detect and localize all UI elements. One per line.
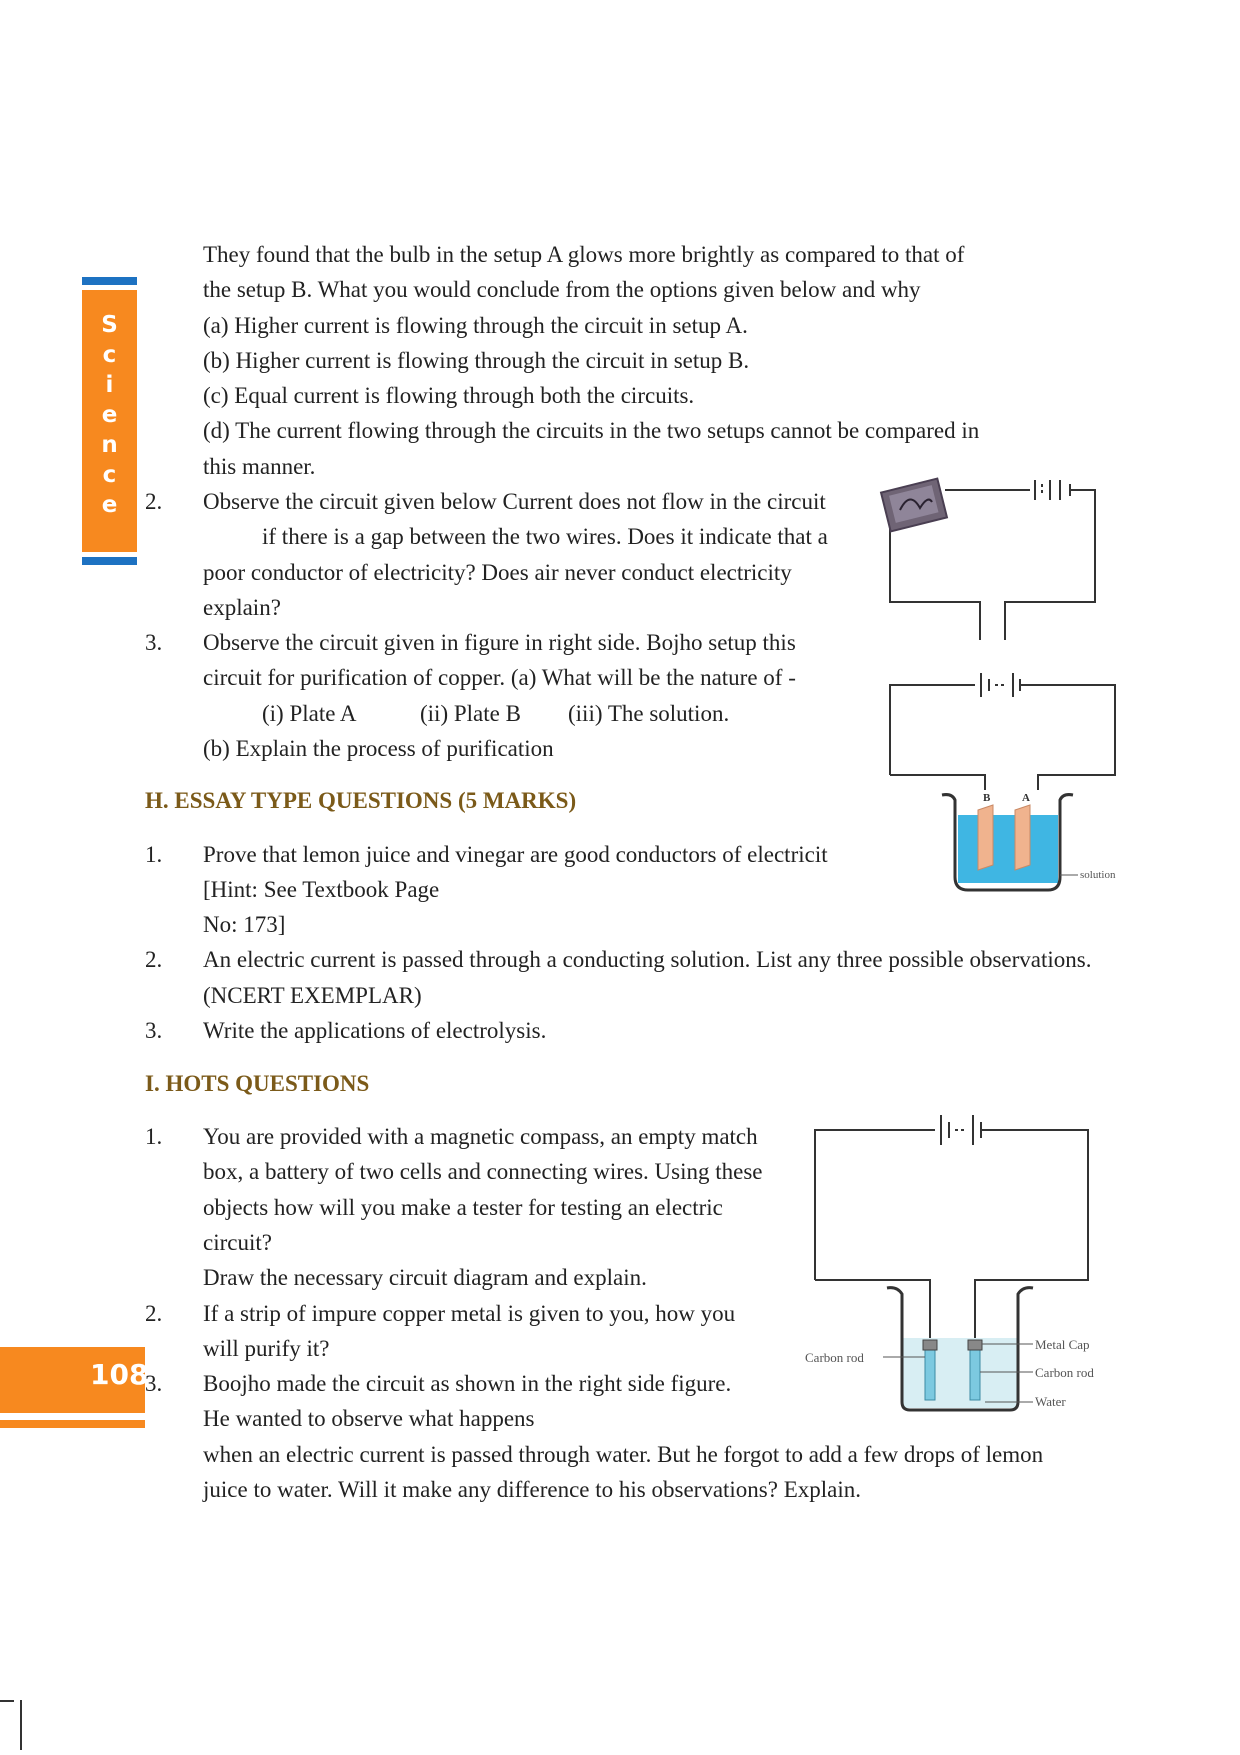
question-text: (b) Explain the process of purification — [203, 736, 554, 761]
plate-b-label: B — [983, 792, 991, 804]
question-text: He wanted to observe what happens — [203, 1406, 535, 1431]
question-text: poor conductor of electricity? Does air never conduct electricity — [203, 560, 792, 585]
section-heading: I. HOTS QUESTIONS — [145, 1071, 370, 1096]
purification-figure — [880, 665, 1125, 905]
beaker-icon — [942, 795, 1078, 890]
sub-item: (i) Plate A — [262, 701, 357, 726]
question-text: will purify it? — [203, 1336, 330, 1361]
solution-label: solution — [1080, 869, 1116, 881]
side-letter: c — [102, 342, 117, 368]
question-text: explain? — [203, 595, 281, 620]
plate-a-label: A — [1022, 792, 1030, 804]
question-text: Draw the necessary circuit diagram and explain. — [203, 1265, 647, 1290]
option-c: (c) Equal current is flowing through both the circuits. — [203, 383, 695, 408]
side-letter: e — [101, 402, 118, 428]
intro-line: the setup B. What you would conclude from the options given below and why — [203, 277, 921, 302]
question-number: 1. — [145, 842, 163, 867]
option-b: (b) Higher current is flowing through the circuit in setup B. — [203, 348, 750, 373]
beaker-icon — [887, 1288, 1033, 1410]
question-text: juice to water. Will it make any difference to his observations? Explain. — [203, 1477, 862, 1502]
question-text: Observe the circuit given below Current does not flow in the circuit — [203, 489, 826, 514]
question-number: 2. — [145, 489, 163, 514]
electrolysis-figure — [795, 1110, 1130, 1425]
side-letter: e — [101, 492, 118, 518]
question-text: if there is a gap between the two wires. Does it indicate that a — [262, 524, 828, 549]
circuit-gap-figure — [870, 470, 1110, 645]
side-tab-bottom-bar — [82, 557, 137, 565]
question-number: 3. — [145, 1371, 163, 1396]
side-letter: S — [101, 312, 118, 338]
side-letter: n — [101, 432, 118, 458]
question-hint: [Hint: See Textbook Page — [203, 877, 440, 902]
carbon-rod-label: Carbon rod — [805, 1350, 864, 1365]
side-letter: c — [102, 462, 117, 488]
sub-item: (ii) Plate B — [420, 701, 521, 726]
sub-item: (iii) The solution. — [568, 701, 730, 726]
water-label: Water — [1035, 1394, 1066, 1409]
question-text: You are provided with a magnetic compass, an empty match — [203, 1124, 758, 1149]
question-text: box, a battery of two cells and connecting wires. Using these — [203, 1159, 763, 1184]
question-text: circuit for purification of copper. (a) What will be the nature of - — [203, 665, 796, 690]
question-number: 3. — [145, 1018, 163, 1043]
carbon-rod-label: Carbon rod — [1035, 1365, 1094, 1380]
question-source: (NCERT EXEMPLAR) — [203, 983, 422, 1008]
side-letter: i — [105, 372, 114, 398]
question-number: 2. — [145, 947, 163, 972]
question-number: 1. — [145, 1124, 163, 1149]
side-tab-label — [82, 310, 137, 520]
bulb-icon — [881, 479, 947, 532]
page-number-underline — [0, 1420, 145, 1428]
option-a: (a) Higher current is flowing through the circuit in setup A. — [203, 313, 748, 338]
section-heading: H. ESSAY TYPE QUESTIONS (5 MARKS) — [145, 788, 577, 813]
option-d-cont: this manner. — [203, 454, 316, 479]
page-number: 108 — [90, 1358, 149, 1391]
crop-mark — [20, 1700, 22, 1750]
question-text: If a strip of impure copper metal is given to you, how you — [203, 1301, 736, 1326]
question-text: Prove that lemon juice and vinegar are good conductors of electricit — [203, 842, 828, 867]
intro-line: They found that the bulb in the setup A glows more brightly as compared to that of — [203, 242, 965, 267]
question-number: 3. — [145, 630, 163, 655]
question-hint: No: 173] — [203, 912, 286, 937]
question-text: objects how will you make a tester for testing an electric — [203, 1195, 723, 1220]
question-number: 2. — [145, 1301, 163, 1326]
metal-cap-label: Metal Cap — [1035, 1337, 1090, 1352]
option-d: (d) The current flowing through the circuits in the two setups cannot be compared in — [203, 418, 980, 443]
question-text: circuit? — [203, 1230, 272, 1255]
question-text: when an electric current is passed through water. But he forgot to add a few drops of lemon — [203, 1442, 1044, 1467]
question-text: An electric current is passed through a conducting solution. List any three possible observations. — [203, 947, 1092, 972]
question-text: Observe the circuit given in figure in right side. Bojho setup this — [203, 630, 796, 655]
crop-mark — [0, 1700, 14, 1702]
side-tab-top-bar — [82, 277, 137, 285]
question-text: Write the applications of electrolysis. — [203, 1018, 547, 1043]
question-text: Boojho made the circuit as shown in the right side figure. — [203, 1371, 732, 1396]
